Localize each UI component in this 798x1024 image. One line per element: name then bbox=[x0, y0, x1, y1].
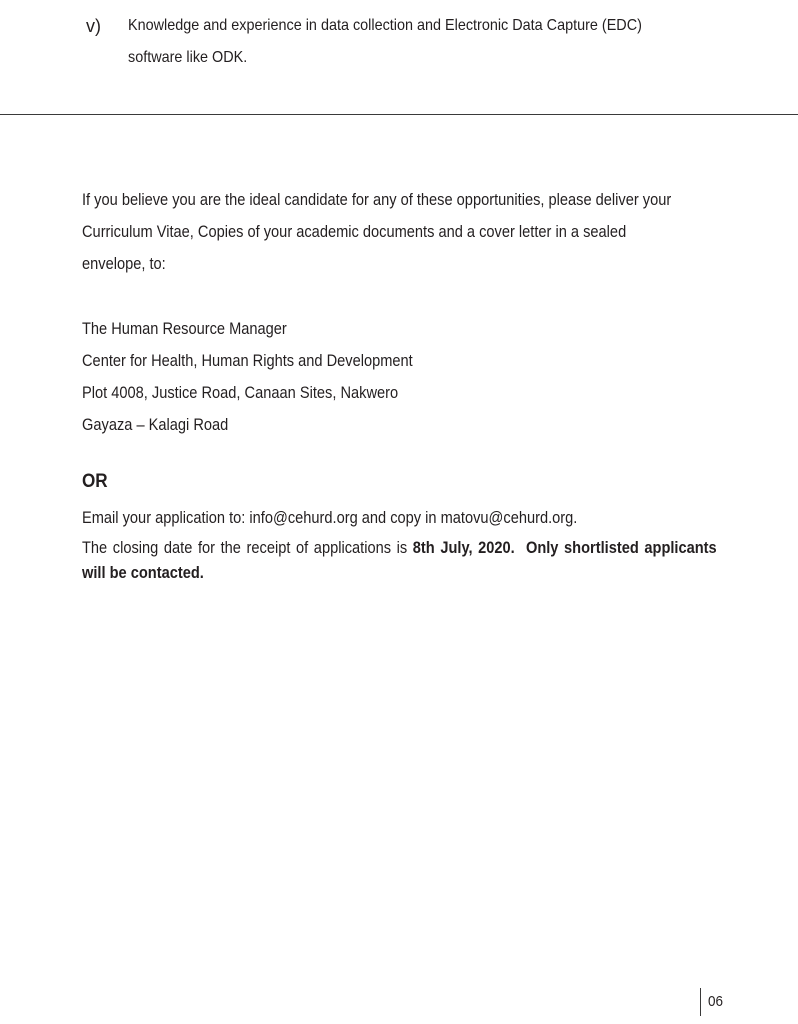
address-line: The Human Resource Manager bbox=[82, 319, 287, 338]
or-heading: OR bbox=[82, 471, 108, 492]
application-instructions: If you believe you are the ideal candidate for any of these opportunities, please deliver your Curriculum Vitae, Copies of your academic documents and a cover letter in a sealed envelope, to: bbox=[82, 190, 672, 273]
closing-date: 8th July, 2020. bbox=[412, 538, 515, 557]
section-divider bbox=[0, 114, 798, 115]
address-line: Plot 4008, Justice Road, Canaan Sites, Nakwero bbox=[82, 383, 399, 402]
address-line: Gayaza – Kalagi Road bbox=[82, 415, 229, 434]
closing-prefix: The closing date for the receipt of applications is bbox=[82, 538, 413, 557]
address-line: Center for Health, Human Rights and Development bbox=[82, 351, 413, 370]
page-number: 06 bbox=[708, 993, 724, 1010]
requirement-text: Knowledge and experience in data collection and Electronic Data Capture (EDC) software like ODK. bbox=[128, 17, 642, 66]
page-footer bbox=[700, 988, 725, 1016]
email-instructions: Email your application to: info@cehurd.org and copy in matovu@cehurd.org. bbox=[82, 508, 578, 527]
list-marker: v) bbox=[86, 16, 101, 36]
mailing-address bbox=[82, 313, 684, 441]
shortlist-note: Only shortlisted applicants will be contacted. bbox=[82, 538, 717, 582]
closing-date-notice bbox=[82, 535, 717, 585]
